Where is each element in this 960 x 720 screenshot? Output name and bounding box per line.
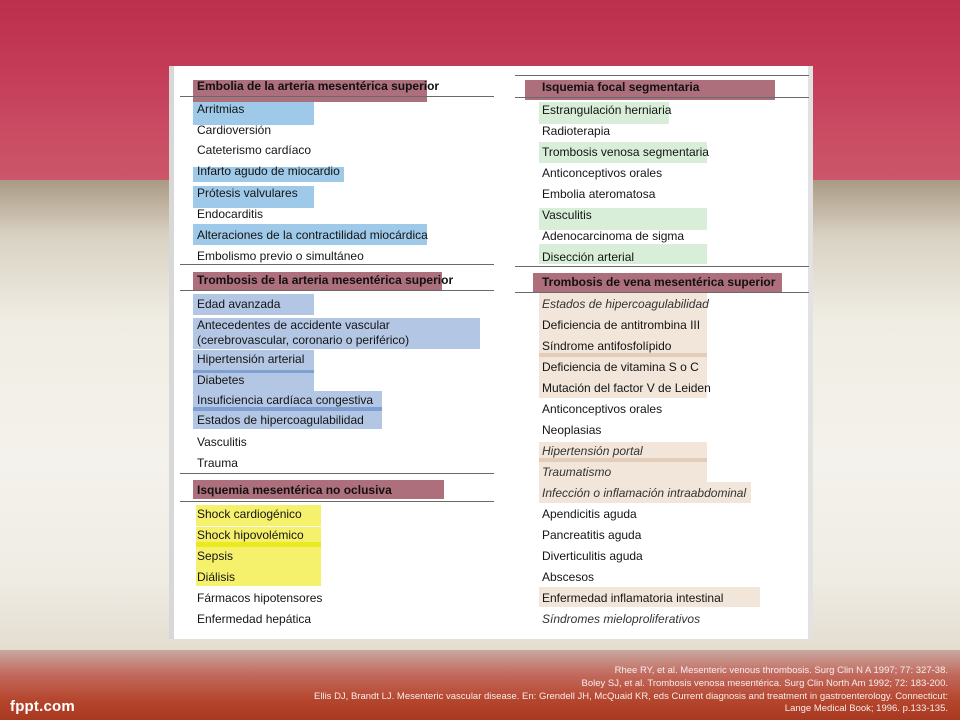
section-title: Trombosis de la arteria mesentérica superior (197, 273, 454, 287)
list-item: Diálisis (197, 570, 236, 584)
list-item: Shock cardiogénico (197, 507, 302, 521)
list-item: Hipertensión arterial (197, 352, 305, 366)
list-item: Insuficiencia cardíaca congestiva (197, 393, 374, 407)
table-rule (515, 266, 809, 267)
section-title: Embolia de la arteria mesentérica superior (197, 79, 440, 93)
reference-line: Rhee RY, et al. Mesenteric venous thrombosis. Surg Clin N A 1997; 77: 327-38. (614, 665, 948, 676)
list-item: Disección arterial (542, 250, 635, 264)
list-item: Vasculitis (197, 435, 247, 449)
reference-line: Lange Medical Book; 1996. p.133-135. (784, 703, 948, 714)
table-rule (180, 290, 494, 291)
table-rule (180, 96, 494, 97)
list-item: Deficiencia de antitrombina III (542, 318, 701, 332)
list-item: Shock hipovolémico (197, 528, 304, 542)
list-item: Anticonceptivos orales (542, 402, 663, 416)
list-item: Embolismo previo o simultáneo (197, 249, 364, 263)
list-item: Enfermedad inflamatoria intestinal (542, 591, 724, 605)
list-item: Adenocarcinoma de sigma (542, 229, 685, 243)
list-item: Apendicitis aguda (542, 507, 637, 521)
section-title: Isquemia focal segmentaria (542, 80, 700, 94)
list-item: Estados de hipercoagulabilidad (197, 413, 364, 427)
list-item: Infección o inflamación intraabdominal (542, 486, 747, 500)
list-item: Radioterapia (542, 124, 611, 138)
list-item: Fármacos hipotensores (197, 591, 323, 605)
list-item: Alteraciones de la contractilidad miocárdica (197, 228, 428, 242)
list-item: Abscesos (542, 570, 595, 584)
list-item: Estados de hipercoagulabilidad (542, 297, 709, 311)
list-item: Sepsis (197, 549, 234, 563)
table-rule (180, 473, 494, 474)
list-item: Neoplasias (542, 423, 602, 437)
list-item: Endocarditis (197, 207, 264, 221)
table-rule (180, 264, 494, 265)
panel-left-edge (169, 66, 174, 639)
list-item: Diverticulitis aguda (542, 549, 643, 563)
list-item: Vasculitis (542, 208, 592, 222)
list-item: Edad avanzada (197, 297, 281, 311)
list-item: Síndromes mieloproliferativos (542, 612, 701, 626)
list-item: Cardioversión (197, 123, 272, 137)
list-item: Arritmias (197, 102, 245, 116)
list-item: Hipertensión portal (542, 444, 643, 458)
list-item: Estrangulación herniaria (542, 103, 672, 117)
list-item: Diabetes (197, 373, 245, 387)
table-rule (515, 292, 809, 293)
list-item: Infarto agudo de miocardio (197, 164, 340, 178)
list-item: Mutación del factor V de Leiden (542, 381, 711, 395)
reference-line: Boley SJ, et al. Trombosis venosa mesentérica. Surg Clin North Am 1992; 72: 183-200. (581, 678, 948, 689)
panel-right-edge (808, 66, 813, 639)
section-title: Trombosis de vena mesentérica superior (542, 275, 776, 289)
section-title: Isquemia mesentérica no oclusiva (197, 483, 392, 497)
list-item: Anticonceptivos orales (542, 166, 663, 180)
table-rule (180, 501, 494, 502)
list-item: Traumatismo (542, 465, 612, 479)
list-item: Prótesis valvulares (197, 186, 298, 200)
list-item: Síndrome antifosfolípido (542, 339, 672, 353)
list-item: Trombosis venosa segmentaria (542, 145, 709, 159)
table-rule (515, 75, 809, 76)
list-item: Deficiencia de vitamina S o C (542, 360, 699, 374)
list-item: Embolia ateromatosa (542, 187, 656, 201)
list-item: Cateterismo cardíaco (197, 143, 312, 157)
brand-logo[interactable]: fppt.com (10, 698, 75, 715)
list-item: Trauma (197, 456, 238, 470)
list-item: Enfermedad hepática (197, 612, 312, 626)
list-item: Pancreatitis aguda (542, 528, 642, 542)
table-rule (515, 97, 809, 98)
list-item: Antecedentes de accidente vascular (cerebrovascular, coronario o periférico) (197, 318, 410, 347)
reference-line: Ellis DJ, Brandt LJ. Mesenteric vascular disease. En: Grendell JH, McQuaid KR, eds Current diagnosis and treatment in gastroenterology. Connecticut: (314, 691, 948, 702)
